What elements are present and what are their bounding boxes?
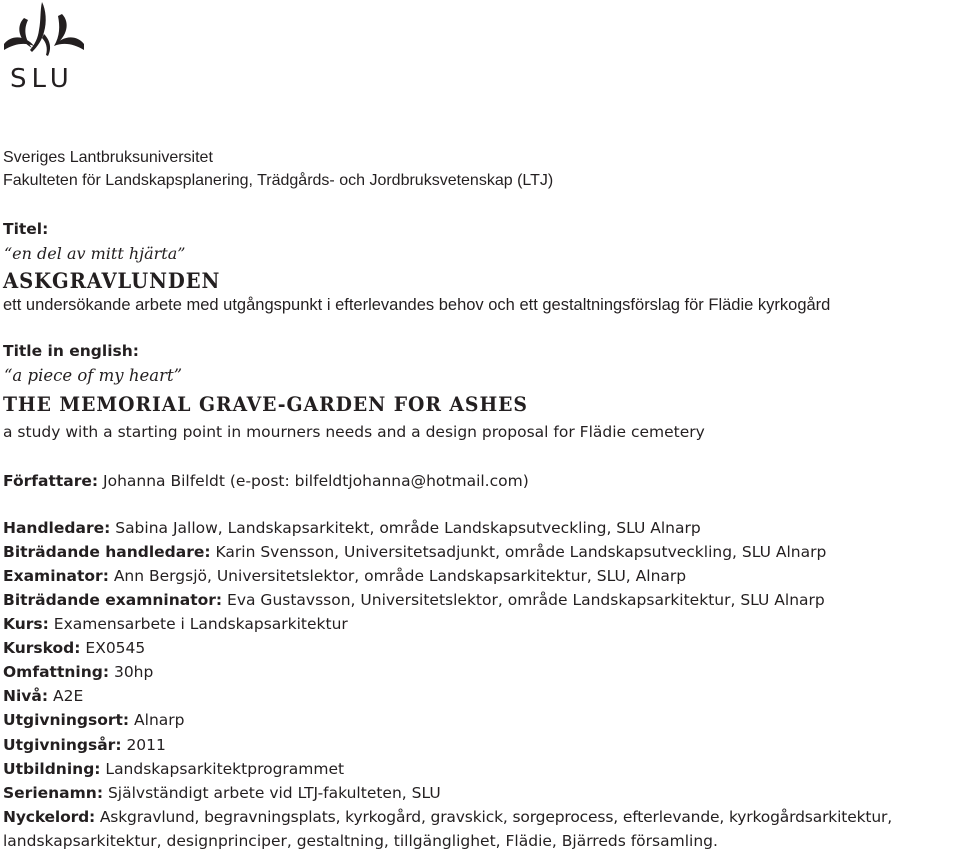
title-main: ASKGRAVLUNDEN bbox=[3, 268, 221, 293]
detail-publication-year bbox=[3, 736, 166, 754]
detail-label: Kurskod: bbox=[3, 639, 81, 657]
detail-value: Karin Svensson, Universitetsadjunkt, område Landskapsutveckling, SLU Alnarp bbox=[210, 543, 827, 561]
detail-label: Kurs: bbox=[3, 615, 49, 633]
detail-value: Ann Bergsjö, Universitetslektor, område Landskapsarkitektur, SLU, Alnarp bbox=[108, 567, 687, 585]
detail-label: Biträdande handledare: bbox=[3, 543, 211, 561]
detail-label: Utbildning: bbox=[3, 760, 101, 778]
detail-assistant-supervisor bbox=[3, 543, 826, 561]
keywords-line-2: landskapsarkitektur, designprinciper, gestaltning, tillgänglighet, Flädie, Bjärreds församling. bbox=[3, 832, 718, 850]
detail-assistant-examiner bbox=[3, 591, 825, 609]
detail-scope bbox=[3, 663, 153, 681]
detail-value: Självständigt arbete vid LTJ-fakulteten, SLU bbox=[103, 784, 441, 802]
detail-publication-place bbox=[3, 711, 185, 729]
detail-course bbox=[3, 615, 348, 633]
detail-supervisor bbox=[3, 519, 701, 537]
logo-text: SLU bbox=[10, 64, 74, 92]
title-label: Titel: bbox=[3, 220, 49, 238]
faculty-name: Fakulteten för Landskapsplanering, Trädgårds- och Jordbruksvetenskap (LTJ) bbox=[3, 172, 554, 189]
keywords-value: Askgravlund, begravningsplats, kyrkogård, gravskick, sorgeprocess, efterlevande, kyrkogårdsarkitektur, bbox=[95, 808, 893, 826]
detail-programme bbox=[3, 760, 344, 778]
english-title-main: THE MEMORIAL GRAVE-GARDEN FOR ASHES bbox=[3, 392, 528, 416]
slu-logo bbox=[2, 0, 86, 92]
author-line bbox=[3, 472, 529, 490]
detail-value: Sabina Jallow, Landskapsarkitekt, område Landskapsutveckling, SLU Alnarp bbox=[110, 519, 701, 537]
detail-value: EX0545 bbox=[80, 639, 146, 657]
title-quote: “en del av mitt hjärta” bbox=[4, 244, 186, 263]
detail-label: Biträdande examninator: bbox=[3, 591, 223, 609]
detail-value: Alnarp bbox=[129, 711, 185, 729]
detail-label: Nivå: bbox=[3, 687, 49, 705]
detail-value: 30hp bbox=[109, 663, 154, 681]
english-title-label: Title in english: bbox=[3, 342, 139, 360]
detail-value: A2E bbox=[48, 687, 84, 705]
university-name: Sveriges Lantbruksuniversitet bbox=[3, 149, 213, 166]
detail-label: Utgivningsort: bbox=[3, 711, 130, 729]
detail-value: Landskapsarkitektprogrammet bbox=[100, 760, 345, 778]
detail-course-code bbox=[3, 639, 145, 657]
detail-label: Utgivningsår: bbox=[3, 736, 122, 754]
keywords-label: Nyckelord: bbox=[3, 808, 96, 826]
title-subtitle: ett undersökande arbete med utgångspunkt i efterlevandes behov och ett gestaltningsförslag för Flädie kyrkogård bbox=[3, 296, 831, 314]
author-label: Författare: bbox=[3, 472, 99, 490]
detail-label: Examinator: bbox=[3, 567, 109, 585]
detail-label: Omfattning: bbox=[3, 663, 110, 681]
english-title-subtitle: a study with a starting point in mourners needs and a design proposal for Flädie cemetery bbox=[3, 423, 705, 441]
detail-value: Examensarbete i Landskapsarkitektur bbox=[48, 615, 348, 633]
detail-label: Serienamn: bbox=[3, 784, 104, 802]
detail-label: Handledare: bbox=[3, 519, 111, 537]
author-value: Johanna Bilfeldt (e-post: bilfeldtjohanna@hotmail.com) bbox=[98, 472, 529, 490]
detail-series bbox=[3, 784, 441, 802]
detail-level bbox=[3, 687, 83, 705]
detail-value: Eva Gustavsson, Universitetslektor, område Landskapsarkitektur, SLU Alnarp bbox=[222, 591, 825, 609]
english-title-quote: “a piece of my heart” bbox=[4, 366, 183, 385]
keywords-line-1 bbox=[3, 808, 892, 826]
detail-examiner bbox=[3, 567, 686, 585]
detail-value: 2011 bbox=[121, 736, 166, 754]
